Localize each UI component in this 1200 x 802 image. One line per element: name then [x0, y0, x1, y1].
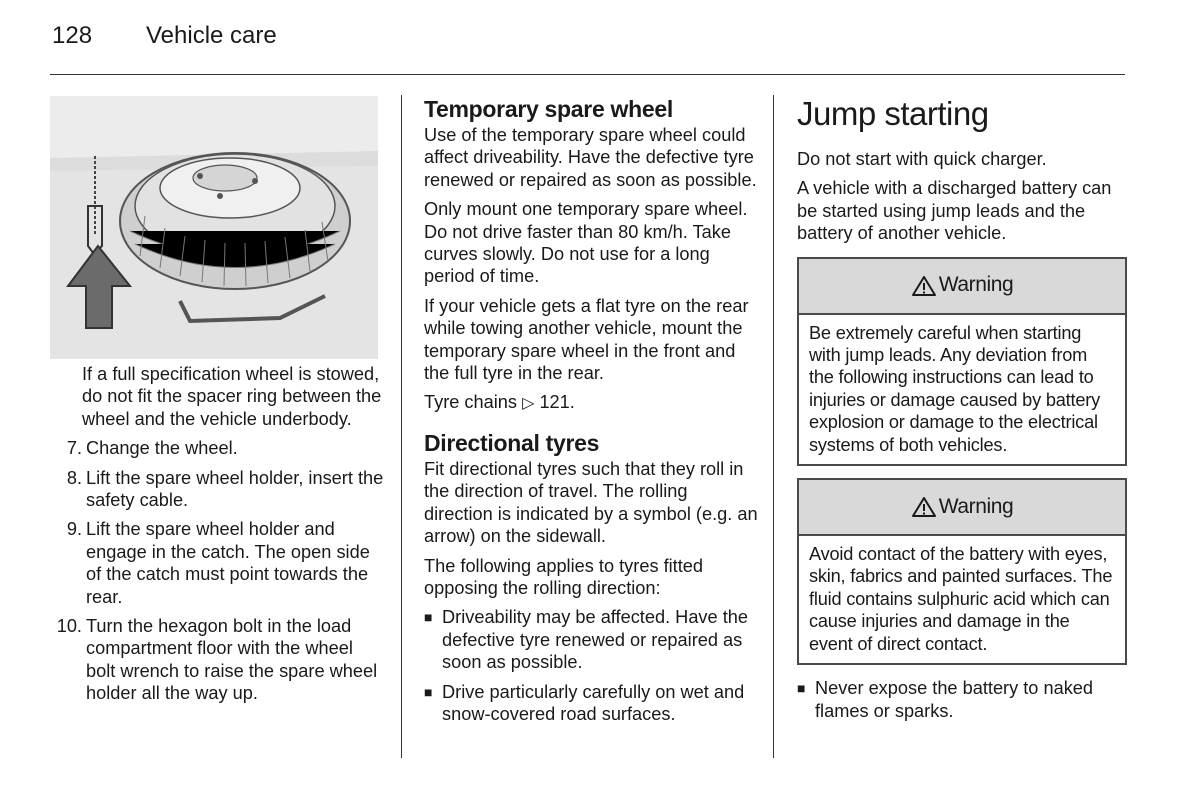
step-number: 8.: [66, 467, 82, 488]
column-2: [424, 96, 759, 732]
bullet-text: Drive particularly carefully on wet and snow-covered road surfaces.: [442, 681, 745, 724]
paragraph: The following applies to tyres fitted opposing the rolling direction:: [424, 555, 704, 598]
list-item: [50, 467, 385, 512]
section-title: Vehicle care: [146, 22, 277, 49]
paragraph: Fit directional tyres such that they roll in the direction of travel. The rolling direction is indicated by a symbol (e.g. an arrow) on the sidewall.: [424, 458, 758, 547]
warning-triangle-icon: [911, 275, 937, 297]
list-item: [50, 518, 385, 608]
spare-wheel-illustration: [50, 96, 378, 359]
heading-jump-starting: Jump starting: [797, 95, 989, 132]
step-text: Turn the hexagon bolt in the load compartment floor with the wheel bolt wrench to raise the spare wheel holder all the way up.: [86, 616, 378, 704]
page-number: 128: [52, 22, 93, 49]
list-item: [424, 606, 759, 673]
figure-caption: If a full specification wheel is stowed, do not fit the spacer ring between the wheel and the vehicle underbody.: [82, 364, 382, 429]
page-ref-arrow-icon: ▷: [522, 395, 535, 413]
list-item: [424, 681, 759, 726]
bullet-square-icon: ■: [424, 609, 433, 626]
paragraph: A vehicle with a discharged battery can be started using jump leads and the battery of another vehicle.: [797, 178, 1112, 244]
step-number: 9.: [66, 519, 82, 540]
bullet-square-icon: ■: [424, 683, 433, 700]
step-number: 7.: [66, 438, 82, 459]
warning-text: Avoid contact of the battery with eyes, skin, fabrics and painted surfaces. The fluid contains sulphuric acid which can cause injuries and damage in the event of direct contact.: [809, 544, 1113, 654]
paragraph: If your vehicle gets a flat tyre on the rear while towing another vehicle, mount the temporary spare wheel in the front and the full tyre in the rear.: [424, 295, 749, 384]
page-header: [52, 22, 277, 50]
column-3: [797, 96, 1127, 729]
list-item: [50, 615, 385, 705]
page-reference-link[interactable]: 121.: [539, 392, 575, 413]
bullet-square-icon: ■: [797, 680, 806, 697]
paragraph: Do not start with quick charger.: [797, 149, 1047, 169]
paragraph: Use of the temporary spare wheel could affect driveability. Have the defective tyre renewed or repaired as soon as possible.: [424, 125, 757, 190]
steps-list: [50, 437, 385, 704]
paragraph: Only mount one temporary spare wheel. Do not drive faster than 80 km/h. Take curves slowly. Do not use for a long period of time.: [424, 199, 748, 287]
step-text: Change the wheel.: [86, 438, 238, 459]
warning-header: [799, 259, 1125, 315]
header-rule: [50, 74, 1125, 75]
column-1: [50, 96, 385, 712]
step-text: Lift the spare wheel holder, insert the safety cable.: [86, 467, 384, 511]
warning-label: Warning: [938, 494, 1014, 518]
tyre-chains-reference: [424, 391, 759, 415]
step-number: 10.: [56, 616, 82, 637]
heading-directional-tyres: Directional tyres: [424, 429, 600, 456]
bullet-list: [797, 677, 1127, 722]
warning-triangle-icon: [911, 496, 937, 518]
warning-label: Warning: [938, 273, 1014, 297]
reference-text: Tyre chains: [424, 392, 517, 413]
heading-temporary-spare-wheel: Temporary spare wheel: [424, 96, 673, 122]
list-item: [50, 437, 385, 459]
warning-text: Be extremely careful when starting with jump leads. Any deviation from the following instructions can lead to injuries or damage caused by battery explosion or damage to the electrical systems of both vehicles.: [809, 322, 1101, 455]
bullet-text: Driveability may be affected. Have the defective tyre renewed or repaired as soon as possible.: [442, 607, 748, 673]
warning-box: [797, 257, 1127, 466]
list-item: [797, 677, 1127, 722]
bullet-list: [424, 606, 759, 725]
warning-box: [797, 478, 1127, 665]
column-divider-1: [401, 95, 402, 758]
column-divider-2: [773, 95, 774, 758]
warning-header: [799, 480, 1125, 536]
step-text: Lift the spare wheel holder and engage in the catch. The open side of the catch must point towards the rear.: [86, 519, 370, 607]
bullet-text: Never expose the battery to naked flames or sparks.: [815, 678, 1094, 721]
